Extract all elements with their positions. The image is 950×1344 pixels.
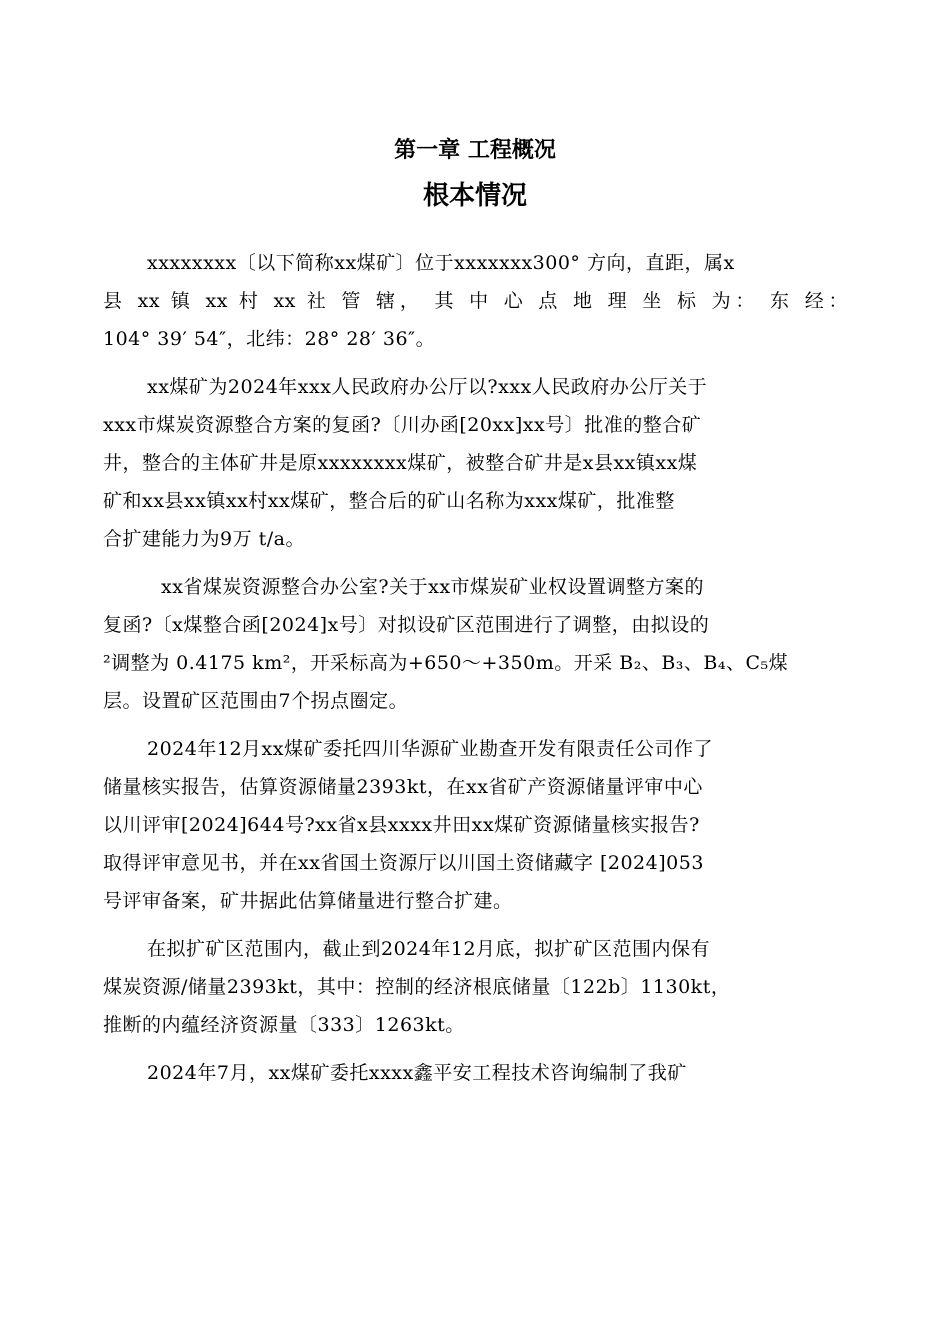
section-title: 根本情况 [422, 181, 527, 211]
paragraph-line: 2024年7月，xx煤矿委托xxxx鑫平安工程技术咨询编制了我矿 [147, 1062, 687, 1084]
paragraph [103, 730, 848, 920]
paragraph [103, 368, 848, 558]
paragraph-line: 2024年12月xx煤矿委托四川华源矿业勘查开发有限责任公司作了 [147, 738, 713, 760]
paragraph-line: 复函?〔x煤整合函[2024]x号〕对拟设矿区范围进行了调整，由拟设的 [103, 614, 710, 636]
paragraph-line: 储量核实报告，估算资源储量2393kt，在xx省矿产资源储量评审中心 [103, 776, 703, 798]
paragraph-line: 104° 39′ 54″，北纬：28° 28′ 36″。 [103, 328, 436, 350]
paragraph [103, 568, 848, 720]
paragraph-line: ²调整为 0.4175 km²，开采标高为+650～+350m。开采 B₂、B₃、B₄、C₅煤 [103, 652, 789, 674]
paragraph [103, 244, 848, 358]
paragraph-line: 煤炭资源/储量2393kt，其中：控制的经济根底储量〔122b〕1130kt， [103, 976, 731, 998]
paragraph [103, 930, 848, 1044]
paragraph-line: 以川评审[2024]644号?xx省x县xxxx井田xx煤矿资源储量核实报告? [103, 814, 700, 836]
paragraph-line: 层。设置矿区范围由7个拐点圈定。 [103, 690, 409, 712]
paragraph-line: xxxxxxxx〔以下简称xx煤矿〕位于xxxxxxx300° 方向，直距，属x [147, 252, 735, 274]
body-text [103, 244, 848, 1092]
paragraph-line: xxx市煤炭资源整合方案的复函?〔川办函[20xx]xx号〕批准的整合矿 [103, 414, 702, 436]
paragraph-line: xx省煤炭资源整合办公室?关于xx市煤炭矿业权设置调整方案的 [161, 576, 705, 598]
paragraph-line: 推断的内蕴经济资源量〔333〕1263kt。 [103, 1014, 465, 1036]
paragraph-line: 在拟扩矿区范围内，截止到2024年12月底，拟扩矿区范围内保有 [147, 938, 711, 960]
paragraph-line: 号评审备案，矿井据此估算储量进行整合扩建。 [103, 890, 513, 912]
paragraph-line: 矿和xx县xx镇xx村xx煤矿，整合后的矿山名称为xxx煤矿，批准整 [103, 490, 675, 512]
paragraph [103, 1054, 848, 1092]
paragraph-line: 县 xx 镇 xx 村 xx 社 管 辖， 其 中 心 点 地 理 坐 标 为： 东 经： [103, 290, 848, 312]
paragraph-line: 合扩建能力为9万 t/a。 [103, 528, 305, 550]
paragraph-line: 取得评审意见书，并在xx省国土资源厅以川国土资储藏字 [2024]053 [103, 852, 704, 874]
paragraph-line: xx煤矿为2024年xxx人民政府办公厅以?xxx人民政府办公厅关于 [147, 376, 708, 398]
chapter-title: 第一章 工程概况 [394, 138, 556, 163]
paragraph-line: 井，整合的主体矿井是原xxxxxxxx煤矿，被整合矿井是x县xx镇xx煤 [103, 452, 698, 474]
